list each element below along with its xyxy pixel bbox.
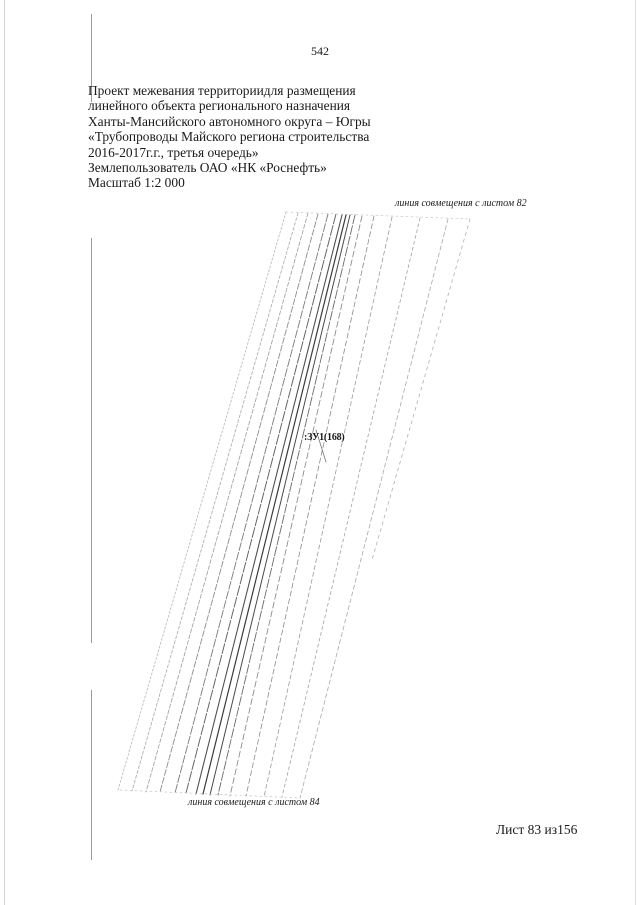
page-number: 542 bbox=[311, 44, 329, 58]
boundary-line bbox=[282, 218, 420, 797]
pipeline-line bbox=[186, 214, 336, 793]
pipeline-line bbox=[196, 215, 342, 794]
boundary-line bbox=[246, 216, 374, 796]
match-line-top-label: линия совмещения с листом 82 bbox=[395, 198, 527, 209]
title-line: Ханты-Мансийского автономного округа – Югры bbox=[88, 113, 371, 129]
corridor-lines bbox=[118, 212, 470, 798]
boundary-line bbox=[300, 219, 448, 798]
title-line: «Трубопроводы Майского региона строительства bbox=[88, 129, 370, 145]
land-plot-label: :ЗУ1(168) bbox=[304, 432, 345, 443]
title-line: 2016-2017г.г., третья очередь» bbox=[88, 144, 259, 160]
boundary-line bbox=[146, 213, 308, 792]
pipeline-line bbox=[210, 215, 350, 795]
boundary-line bbox=[132, 213, 298, 791]
pipeline-axis bbox=[203, 215, 346, 794]
title-line: линейного объекта регионального назначения bbox=[88, 98, 351, 114]
boundary-line bbox=[230, 216, 362, 796]
pipeline-line bbox=[175, 214, 328, 793]
title-line: Землепользователь ОАО «НК «Роснефть» bbox=[88, 160, 327, 176]
scale-label: Масштаб 1:2 000 bbox=[88, 175, 185, 191]
boundary-line bbox=[264, 217, 392, 797]
sheet-number: Лист 83 из156 bbox=[496, 822, 578, 837]
match-line-top-stroke bbox=[286, 212, 470, 219]
boundary-line bbox=[372, 219, 470, 560]
boundary-line bbox=[118, 212, 286, 790]
title-line: Проект межевания территориидля размещения bbox=[88, 83, 356, 98]
match-line-bottom-label: линия совмещения с листом 84 bbox=[188, 797, 320, 808]
